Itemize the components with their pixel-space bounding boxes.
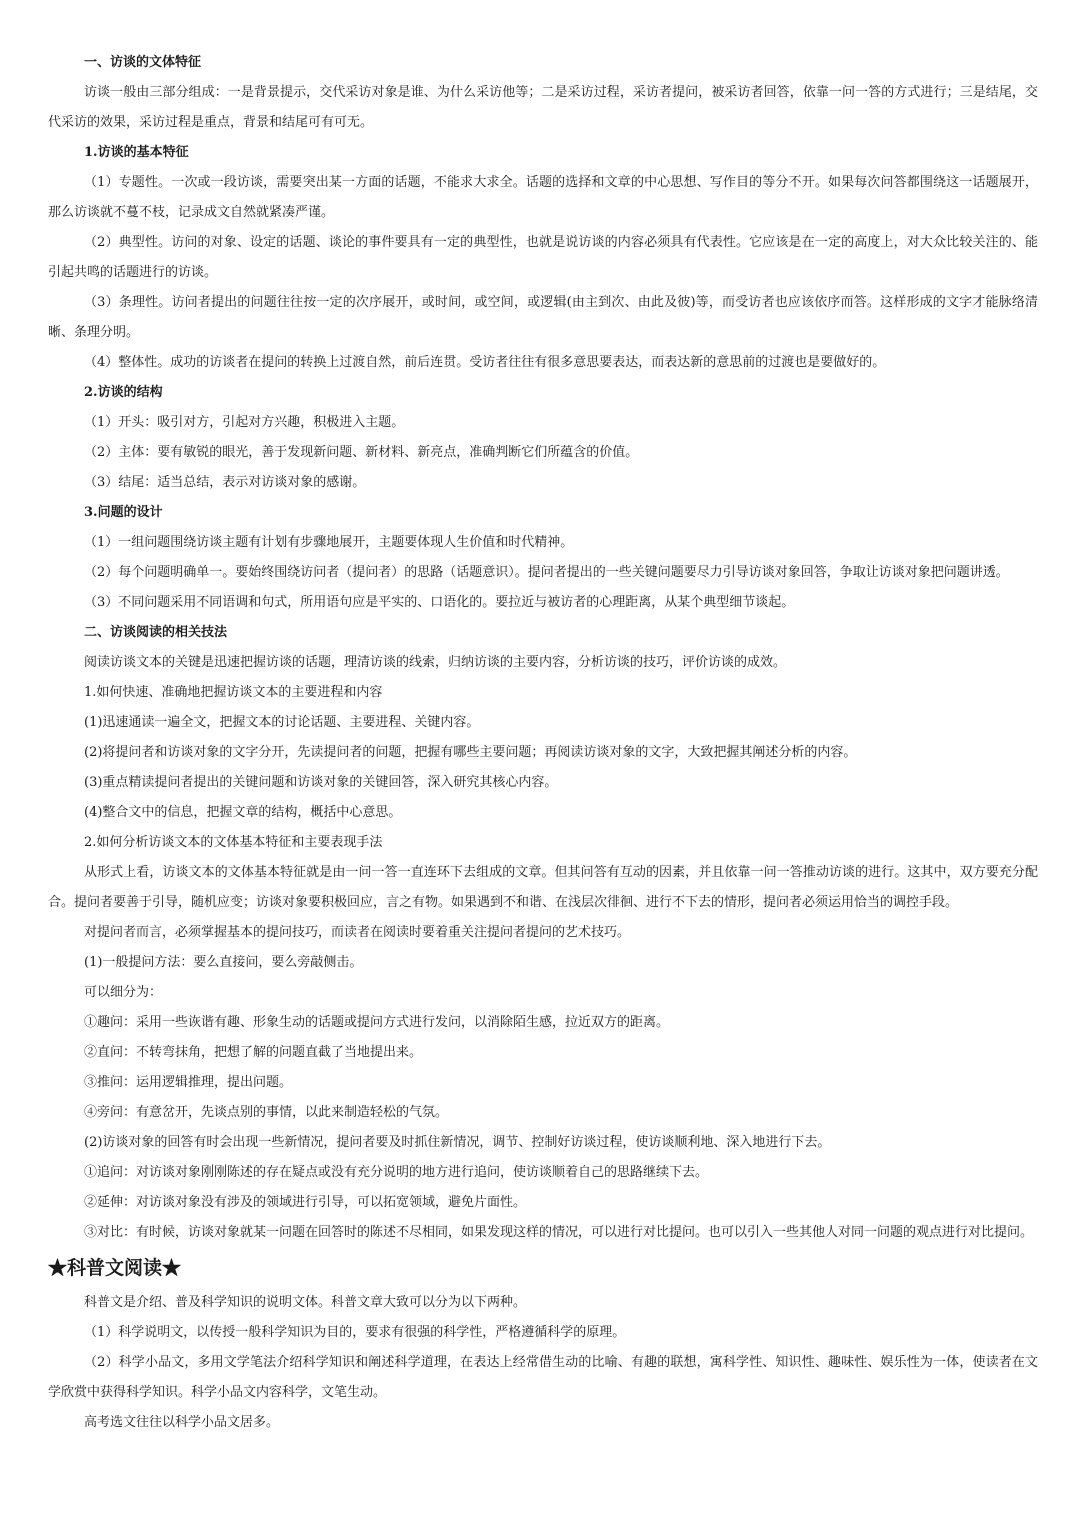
paragraph: （3）结尾：适当总结，表示对访谈对象的感谢。 [84, 475, 366, 490]
paragraph: （3）条理性。访问者提出的问题往往按一定的次序展开，或时间，或空间，或逻辑(由主到次、由此及彼)等，而受访者也应该依序而答。这样形成的文字才能脉络清晰、条理分明。 [48, 295, 1038, 340]
paragraph: （1）一组问题围绕访谈主题有计划有步骤地展开，主题要体现人生价值和时代精神。 [84, 535, 574, 550]
paragraph: ①趣问：采用一些诙谐有趣、形象生动的话题或提问方式进行发问，以消除陌生感，拉近双方的距离。 [84, 1015, 670, 1030]
subheading: 3.问题的设计 [84, 505, 163, 520]
section-heading-1: 一、访谈的文体特征 [84, 55, 202, 70]
paragraph: （1）开头：吸引对方，引起对方兴趣，积极进入主题。 [84, 415, 405, 430]
paragraph: （2）科学小品文，多用文学笔法介绍科学知识和阐述科学道理，在表达上经常借生动的比喻、有趣的联想，寓科学性、知识性、趣味性、娱乐性为一体，使读者在文学欣赏中获得科学知识。科学小品文内容科学，文笔生动。 [48, 1355, 1038, 1400]
section-heading-2: 二、访谈阅读的相关技法 [84, 625, 228, 640]
paragraph: （2）每个问题明确单一。要始终围绕访问者（提问者）的思路（话题意识）。提问者提出的一些关键问题要尽力引导访谈对象回答，争取让访谈对象把问题讲透。 [84, 565, 1009, 580]
paragraph: (4)整合文中的信息，把握文章的结构，概括中心意思。 [84, 805, 402, 820]
paragraph: 科普文是介绍、普及科学知识的说明文体。科普文章大致可以分为以下两种。 [84, 1295, 527, 1310]
paragraph: ②直问：不转弯抹角，把想了解的问题直截了当地提出来。 [84, 1045, 423, 1060]
paragraph: (1)迅速通读一遍全文，把握文本的讨论话题、主要进程、关键内容。 [84, 715, 480, 730]
paragraph: 阅读访谈文本的关键是迅速把握访谈的话题，理清访谈的线索，归纳访谈的主要内容，分析访谈的技巧，评价访谈的成效。 [84, 655, 787, 670]
paragraph: （2）主体：要有敏锐的眼光，善于发现新问题、新材料、新亮点，准确判断它们所蕴含的价值。 [84, 445, 639, 460]
subheading: 2.访谈的结构 [84, 385, 163, 400]
paragraph: (3)重点精读提问者提出的关键问题和访谈对象的关键回答，深入研究其核心内容。 [84, 775, 558, 790]
paragraph: (1)一般提问方法：要么直接问，要么旁敲侧击。 [84, 955, 363, 970]
paragraph: (2)将提问者和访谈对象的文字分开，先读提问者的问题，把握有哪些主要问题；再阅读访谈对象的文字，大致把握其阐述分析的内容。 [84, 745, 857, 760]
document-body [48, 48, 1038, 1438]
paragraph: 访谈一般由三部分组成：一是背景提示，交代采访对象是谁、为什么采访他等；二是采访过程，采访者提问，被采访者回答，依靠一问一答的方式进行；三是结尾，交代采访的效果，采访过程是重点，背景和结尾可有可无。 [48, 85, 1038, 130]
paragraph: ③对比：有时候，访谈对象就某一问题在回答时的陈述不尽相同，如果发现这样的情况，可以进行对比提问。也可以引入一些其他人对同一问题的观点进行对比提问。 [84, 1225, 1034, 1240]
paragraph: ④旁问：有意岔开，先谈点别的事情，以此来制造轻松的气氛。 [84, 1105, 449, 1120]
paragraph: (2)访谈对象的回答有时会出现一些新情况，提问者要及时抓住新情况，调节、控制好访谈过程，使访谈顺利地、深入地进行下去。 [84, 1135, 831, 1150]
paragraph: 对提问者而言，必须掌握基本的提问技巧，而读者在阅读时要着重关注提问者提问的艺术技巧。 [84, 925, 631, 940]
paragraph: （2）典型性。访问的对象、设定的话题、谈论的事件要具有一定的典型性，也就是说访谈的内容必须具有代表性。它应该是在一定的高度上，对大众比较关注的、能引起共鸣的话题进行的访谈。 [48, 235, 1038, 280]
paragraph: ②延伸：对访谈对象没有涉及的领域进行引导，可以拓宽领域，避免片面性。 [84, 1195, 527, 1210]
section-heading-3: ★科普文阅读★ [48, 1257, 182, 1279]
paragraph: 1.如何快速、准确地把握访谈文本的主要进程和内容 [84, 685, 383, 700]
paragraph: 2.如何分析访谈文本的文体基本特征和主要表现手法 [84, 835, 383, 850]
paragraph: （1）专题性。一次或一段访谈，需要突出某一方面的话题，不能求大求全。话题的选择和文章的中心思想、写作目的等分不开。如果每次问答都围绕这一话题展开，那么访谈就不蔓不枝，记录成文自然就紧凑严谨。 [48, 175, 1038, 220]
paragraph: ③推问：运用逻辑推理，提出问题。 [84, 1075, 293, 1090]
paragraph: （1）科学说明文，以传授一般科学知识为目的，要求有很强的科学性，严格遵循科学的原理。 [84, 1325, 626, 1340]
paragraph: 从形式上看，访谈文本的文体基本特征就是由一问一答一直连环下去组成的文章。但其问答有互动的因素，并且依靠一问一答推动访谈的进行。这其中，双方要充分配合。提问者要善于引导，随机应变；访谈对象要积极回应，言之有物。如果遇到不和谐、在浅层次徘徊、进行不下去的情形，提问者必须运用恰当的调控手段。 [48, 865, 1038, 910]
paragraph: （4）整体性。成功的访谈者在提问的转换上过渡自然，前后连贯。受访者往往有很多意思要表达，而表达新的意思前的过渡也是要做好的。 [84, 355, 886, 370]
paragraph: 可以细分为： [84, 985, 163, 1000]
paragraph: 高考选文往往以科学小品文居多。 [84, 1415, 280, 1430]
paragraph: （3）不同问题采用不同语调和句式，所用语句应是平实的、口语化的。要拉近与被访者的心理距离，从某个典型细节谈起。 [84, 595, 795, 610]
paragraph: ①追问：对访谈对象刚刚陈述的存在疑点或没有充分说明的地方进行追问，使访谈顺着自己的思路继续下去。 [84, 1165, 709, 1180]
subheading: 1.访谈的基本特征 [84, 145, 189, 160]
